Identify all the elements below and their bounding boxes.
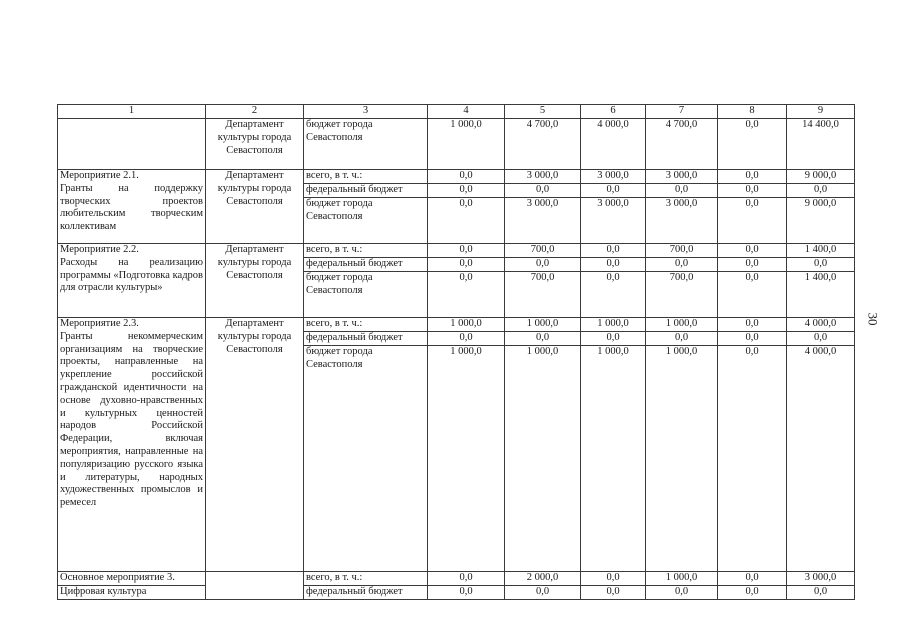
value-cell: 0,0 [581, 332, 646, 346]
measure-description: Гранты на поддержку творческих проектов любительским творческим коллективам [60, 182, 203, 233]
measure-description: Гранты некоммерческим организациям на творческие проекты, направленные на укрепление российской гражданской идентичности на основе духовно-нравственных и культурных ценностей народов Российской Федерации, включая мероприятия, направленные на популяризацию русского языка и литературы, народных художественных промыслов и ремесел [60, 330, 203, 509]
value-cell: 0,0 [581, 586, 646, 600]
value-cell: 1 000,0 [646, 346, 718, 572]
table-row [58, 318, 855, 332]
measure-description: Расходы на реализацию программы «Подготовка кадров для отрасли культуры» [60, 256, 203, 294]
value-cell: 0,0 [581, 244, 646, 258]
page-number: 30 [865, 312, 881, 326]
funding-source-cell: всего, в т. ч.: [304, 170, 428, 184]
value-cell: 0,0 [428, 170, 505, 184]
measure-cell [58, 170, 206, 244]
value-cell: 4 700,0 [646, 119, 718, 170]
value-cell: 3 000,0 [581, 198, 646, 244]
column-header: 7 [646, 105, 718, 119]
value-cell: 3 000,0 [505, 170, 581, 184]
value-cell: 1 000,0 [581, 346, 646, 572]
value-cell: 0,0 [718, 170, 787, 184]
value-cell: 700,0 [505, 244, 581, 258]
value-cell: 0,0 [718, 272, 787, 318]
table-row [58, 572, 855, 586]
value-cell: 0,0 [646, 258, 718, 272]
measure-title: Основное мероприятие 3. [58, 572, 206, 586]
column-header: 8 [718, 105, 787, 119]
value-cell: 0,0 [505, 332, 581, 346]
column-header: 3 [304, 105, 428, 119]
value-cell: 0,0 [718, 332, 787, 346]
value-cell: 0,0 [646, 586, 718, 600]
value-cell: 0,0 [718, 572, 787, 586]
table-header-row [58, 105, 855, 119]
value-cell: 0,0 [718, 184, 787, 198]
value-cell: 0,0 [581, 184, 646, 198]
funding-source-cell: федеральный бюджет [304, 258, 428, 272]
value-cell: 0,0 [718, 318, 787, 332]
measure-cell [58, 244, 206, 318]
value-cell: 1 400,0 [787, 272, 855, 318]
value-cell: 0,0 [505, 258, 581, 272]
value-cell: 3 000,0 [646, 170, 718, 184]
funding-source-cell: всего, в т. ч.: [304, 244, 428, 258]
value-cell: 0,0 [505, 586, 581, 600]
value-cell: 9 000,0 [787, 198, 855, 244]
value-cell: 1 000,0 [646, 572, 718, 586]
value-cell: 9 000,0 [787, 170, 855, 184]
table-row [58, 170, 855, 184]
value-cell: 1 400,0 [787, 244, 855, 258]
column-header: 2 [206, 105, 304, 119]
column-header: 9 [787, 105, 855, 119]
table-row [58, 586, 855, 600]
value-cell: 4 000,0 [787, 318, 855, 332]
funding-source-cell: всего, в т. ч.: [304, 318, 428, 332]
value-cell: 1 000,0 [505, 318, 581, 332]
department-cell: Департамент культуры города Севастополя [206, 119, 304, 170]
value-cell: 1 000,0 [581, 318, 646, 332]
value-cell: 0,0 [718, 244, 787, 258]
value-cell: 3 000,0 [787, 572, 855, 586]
value-cell: 14 400,0 [787, 119, 855, 170]
measure-cell [58, 318, 206, 572]
department-cell: Департамент культуры города Севастополя [206, 318, 304, 572]
value-cell: 0,0 [581, 572, 646, 586]
column-header: 1 [58, 105, 206, 119]
funding-source-cell: бюджет города Севастополя [304, 272, 428, 318]
column-header: 5 [505, 105, 581, 119]
value-cell: 0,0 [787, 184, 855, 198]
funding-source-cell: бюджет города Севастополя [304, 198, 428, 244]
funding-source-cell: федеральный бюджет [304, 184, 428, 198]
value-cell: 0,0 [581, 272, 646, 318]
value-cell: 1 000,0 [646, 318, 718, 332]
value-cell: 0,0 [428, 258, 505, 272]
value-cell: 0,0 [787, 332, 855, 346]
value-cell: 1 000,0 [428, 346, 505, 572]
value-cell: 0,0 [428, 586, 505, 600]
value-cell: 0,0 [787, 258, 855, 272]
value-cell: 3 000,0 [505, 198, 581, 244]
budget-table [57, 104, 855, 600]
funding-source-cell: федеральный бюджет [304, 586, 428, 600]
value-cell: 4 000,0 [787, 346, 855, 572]
table-row [58, 244, 855, 258]
value-cell: 4 700,0 [505, 119, 581, 170]
measure-title: Мероприятие 2.1. [60, 170, 139, 181]
column-header: 4 [428, 105, 505, 119]
table-row [58, 119, 855, 170]
column-header: 6 [581, 105, 646, 119]
department-cell: Департамент культуры города Севастополя [206, 244, 304, 318]
department-cell: Департамент культуры города Севастополя [206, 170, 304, 244]
department-cell [206, 572, 304, 600]
value-cell: 700,0 [646, 244, 718, 258]
value-cell: 3 000,0 [646, 198, 718, 244]
funding-source-cell: федеральный бюджет [304, 332, 428, 346]
value-cell: 0,0 [428, 184, 505, 198]
value-cell: 0,0 [718, 586, 787, 600]
value-cell: 3 000,0 [581, 170, 646, 184]
value-cell: 1 000,0 [428, 119, 505, 170]
value-cell: 4 000,0 [581, 119, 646, 170]
measure-title: Мероприятие 2.2. [60, 244, 139, 255]
value-cell: 0,0 [428, 198, 505, 244]
value-cell: 0,0 [718, 258, 787, 272]
value-cell: 0,0 [718, 198, 787, 244]
value-cell: 0,0 [787, 586, 855, 600]
value-cell: 1 000,0 [505, 346, 581, 572]
value-cell: 700,0 [646, 272, 718, 318]
funding-source-cell: бюджет города Севастополя [304, 119, 428, 170]
value-cell: 0,0 [428, 332, 505, 346]
value-cell: 2 000,0 [505, 572, 581, 586]
value-cell: 0,0 [718, 119, 787, 170]
measure-title: Мероприятие 2.3. [60, 318, 139, 329]
funding-source-cell: бюджет города Севастополя [304, 346, 428, 572]
value-cell: 1 000,0 [428, 318, 505, 332]
value-cell: 0,0 [581, 258, 646, 272]
value-cell: 0,0 [646, 184, 718, 198]
value-cell: 0,0 [428, 572, 505, 586]
measure-description: Цифровая культура [58, 586, 206, 600]
value-cell: 0,0 [428, 272, 505, 318]
value-cell: 700,0 [505, 272, 581, 318]
measure-cell [58, 119, 206, 170]
funding-source-cell: всего, в т. ч.: [304, 572, 428, 586]
value-cell: 0,0 [428, 244, 505, 258]
value-cell: 0,0 [505, 184, 581, 198]
value-cell: 0,0 [718, 346, 787, 572]
value-cell: 0,0 [646, 332, 718, 346]
